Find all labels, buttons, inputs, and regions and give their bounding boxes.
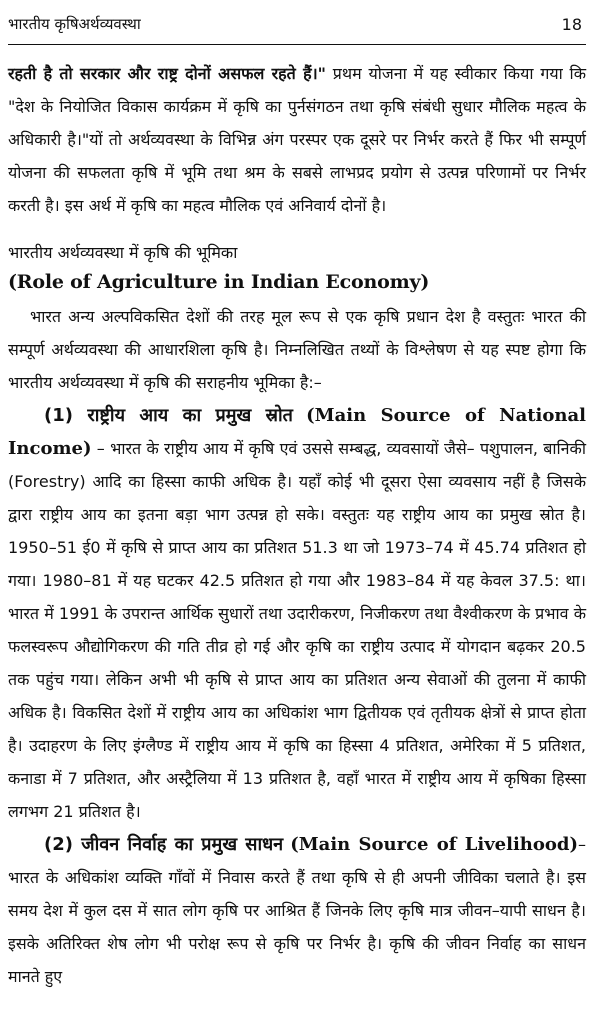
running-title: भारतीय कृषिअर्थव्यवस्था xyxy=(8,15,141,33)
header-rule xyxy=(8,44,586,45)
point-2-body: – भारत के अधिकांश व्यक्ति गाँवों में निवास करते हैं तथा कृषि से ही अपनी जीविका चलाते है। इस समय देश में कुल दस में सात लोग कृषि पर आश्रित हैं जिनके लिए कृषि मात्र जीवन–यापी साधन है। इसके अतिरिक्त शेष लोग भी परोक्ष रूप से कृषि पर निर्भर है। कृषि की जीवन निर्वाह का साधन मानते हुए xyxy=(8,835,586,986)
point-1-heading-hindi: (1) राष्ट्रीय आय का प्रमुख स्रोत xyxy=(44,405,293,426)
page-number: 18 xyxy=(561,14,582,34)
section-heading-english: (Role of Agriculture in Indian Economy) xyxy=(8,271,430,293)
section-intro-paragraph: भारत अन्य अल्पविकसित देशों की तरह मूल रूप से एक कृषि प्रधान देश है वस्तुतः भारत की सम्पूर्ण अर्थव्यवस्था की आधारशिला कृषि है। निम्नलिखित तथ्यों के विश्लेषण से यह स्पष्ट होगा कि भारतीय अर्थव्यवस्था में कृषि की सराहनीय भूमिका है:– xyxy=(8,307,586,392)
point-2-heading-english: (Main Source of Livelihood) xyxy=(290,834,578,855)
section-gap xyxy=(8,222,586,238)
point-1-paragraph xyxy=(8,399,586,828)
intro-text: प्रथम योजना में यह स्वीकार किया गया कि "देश के नियोजित विकास कार्यक्रम में कृषि का पुर्नसंगठन तथा कृषि संबंधी सुधार मौलिक महत्व के अधिकारी है।"यों तो अर्थव्यवस्था के विभिन्न अंग परस्पर एक दूसरे पर निर्भर करते हैं फिर भी सम्पूर्ण योजना की सफलता कृषि में भूमि तथा श्रम के सबसे लाभप्रद प्रयोग से उत्पन्न परिणामों पर निर्भर करती है। इस अर्थ में कृषि का महत्व मौलिक एवं अनिवार्य दोनों है। xyxy=(8,64,586,215)
intro-paragraph xyxy=(8,57,586,222)
point-1-heading-english: (Main Source of National Income) xyxy=(8,405,586,459)
point-2-heading-hindi: (2) जीवन निर्वाह का प्रमुख साधन xyxy=(44,834,284,855)
intro-bold-lead: रहती है तो सरकार और राष्ट्र दोनों असफल रहते हैं।" xyxy=(8,64,326,83)
point-2-paragraph xyxy=(8,828,586,993)
point-1-body: – भारत के राष्ट्रीय आय में कृषि एवं उससे सम्बद्ध, व्यवसायों जैसे– पशुपालन, बानिकी (Forestry) आदि का हिस्सा काफी अधिक है। यहाँ कोई भी दूसरा ऐसा व्यवसाय नहीं है जिसके द्वारा राष्ट्रीय आय का इतना बड़ा भाग उत्पन्न हो सके। वस्तुतः यह राष्ट्रीय आय का प्रमुख स्रोत है। 1950–51 ई0 में कृषि से प्राप्त आय का प्रतिशत 51.3 था जो 1973–74 में 45.74 प्रतिशत हो गया। 1980–81 में यह घटकर 42.5 प्रतिशत हो गया और 1983–84 में यह केवल 37.5: था। भारत में 1991 के उपरान्त आर्थिक सुधारों तथा उदारीकरण, निजीकरण तथा वैश्वीकरण के प्रभाव के फलस्वरूप औद्योगिकरण की गति तीव्र हो गई और कृषि का राष्ट्रीय उत्पाद में योगदान बढ़कर 20.5 तक पहुंच गया। लेकिन अभी भी कृषि से प्राप्त आय का प्रतिशत अन्य सेवाओं की तुलना में काफी अधिक है। विकसित देशों में राष्ट्रीय आय का अधिकांश भाग द्वितीयक एवं तृतीयक क्षेत्रों से प्राप्त होता है। उदाहरण के लिए इंग्लैण्ड में राष्ट्रीय आय में कृषि का हिस्सा 4 प्रतिशत, अमेरिका में 5 प्रतिशत, कनाडा में 7 प्रतिशत, और अस्ट्रैलिया में 13 प्रतिशत है, वहाँ भारत में राष्ट्रीय आय में कृषिका हिस्सा लगभग 21 प्रतिशत है। xyxy=(8,439,586,821)
section-heading-hindi: भारतीय अर्थव्यवस्था में कृषि की भूमिका xyxy=(8,243,238,262)
page-header xyxy=(8,0,586,38)
